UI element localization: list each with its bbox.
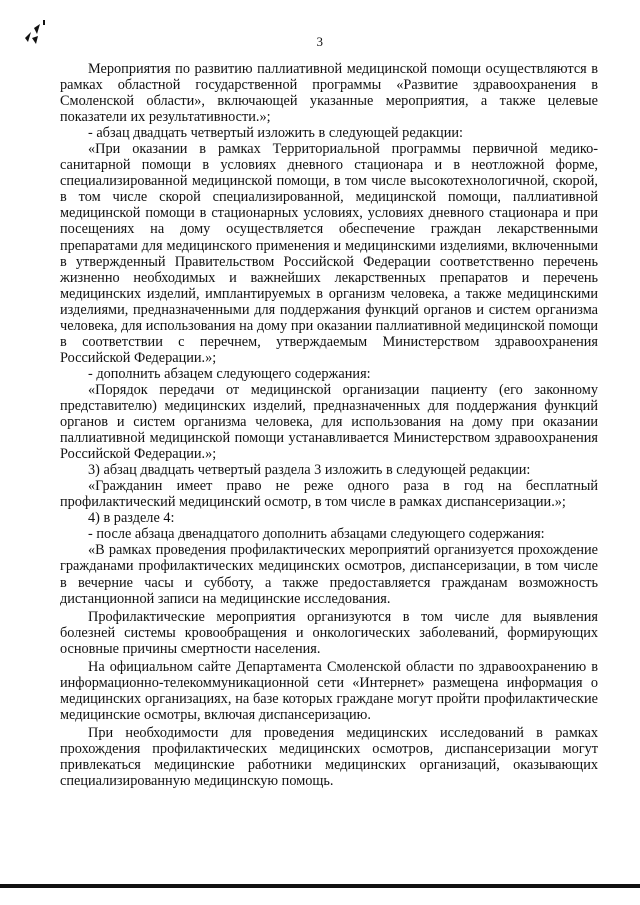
paragraph-2: - абзац двадцать четвертый изложить в следующей редакции: — [88, 125, 463, 142]
document-body — [60, 61, 598, 789]
scan-bottom-edge — [0, 884, 640, 888]
paragraph-4: - дополнить абзацем следующего содержания: — [88, 365, 371, 382]
paragraph-1: Мероприятия по развитию паллиативной медицинской помощи осуществляются в рамках областной государственной программы «Развитие здравоохранения в Смоленской области», включающей указанные мероприятия, а также целевые показатели их результативности.»; — [60, 61, 598, 126]
paragraph-13: При необходимости для проведения медицинских исследований в рамках прохождения профилактических медицинских осмотров, диспансеризации могут привлекаться медицинские работники медицинских организаций, оказывающих специализированную медицинскую помощь. — [60, 724, 598, 790]
paragraph-9: - после абзаца двенадцатого дополнить абзацами следующего содержания: — [88, 526, 545, 543]
page-number: 3 — [316, 34, 324, 49]
paragraph-8: 4) в разделе 4: — [88, 510, 175, 527]
paragraph-7: «Гражданин имеет право не реже одного раза в год на бесплатный профилактический медицинский осмотр, в том числе в рамках диспансеризации.»; — [60, 478, 598, 511]
paragraph-6: 3) абзац двадцать четвертый раздела 3 изложить в следующей редакции: — [88, 462, 531, 479]
paragraph-12: На официальном сайте Департамента Смоленской области по здравоохранению в информационно-телекоммуникационной сети «Интернет» размещена информация о медицинских организациях, на базе которых граждане могут пройти профилактические медицинские осмотры, включая диспансеризацию. — [60, 658, 598, 723]
paragraph-11: Профилактические мероприятия организуются в том числе для выявления болезней системы кровообращения и онкологических заболеваний, формирующих основные причины смертности населения. — [60, 608, 598, 657]
paragraph-10: «В рамках проведения профилактических мероприятий организуется прохождение гражданами профилактических медицинских осмотров, диспансеризации, в том числе в вечерние часы и субботу, а также предоставляется гражданам возможность дистанционной записи на медицинские исследования. — [60, 542, 598, 607]
paragraph-3: «При оказании в рамках Территориальной программы первичной медико-санитарной помощи в условиях дневного стационара и в неотложной форме, специализированной медицинской помощи, в том числе высокотехнологичной, скорой, в том числе скорой специализированной, медицинской помощи, паллиативной медицинской помощи в стационарных условиях, условиях дневного стационара и при посещениях на дому осуществляется обеспечение граждан лекарственными препаратами для медицинского применения и медицинскими изделиями, включенными в утвержденный Правительством Российской Федерации соответственно перечень жизненно необходимых и важнейших лекарственных препаратов и перечень медицинских изделий, имплантируемых в организм человека, а также медицинскими изделиями, предназначенными для поддержания функций органов и систем организма человека, для использования на дому при оказании паллиативной медицинской помощи в соответствии с перечнем, утверждаемым Министерством здравоохранения Российской Федерации.»; — [60, 141, 598, 366]
paragraph-5: «Порядок передачи от медицинской организации пациенту (его законному представителю) медицинских изделий, предназначенных для поддержания функций органов и систем организма человека, для использования на дому при оказании паллиативной медицинской помощи устанавливается Министерством здравоохранения Российской Федерации.»; — [60, 381, 598, 463]
